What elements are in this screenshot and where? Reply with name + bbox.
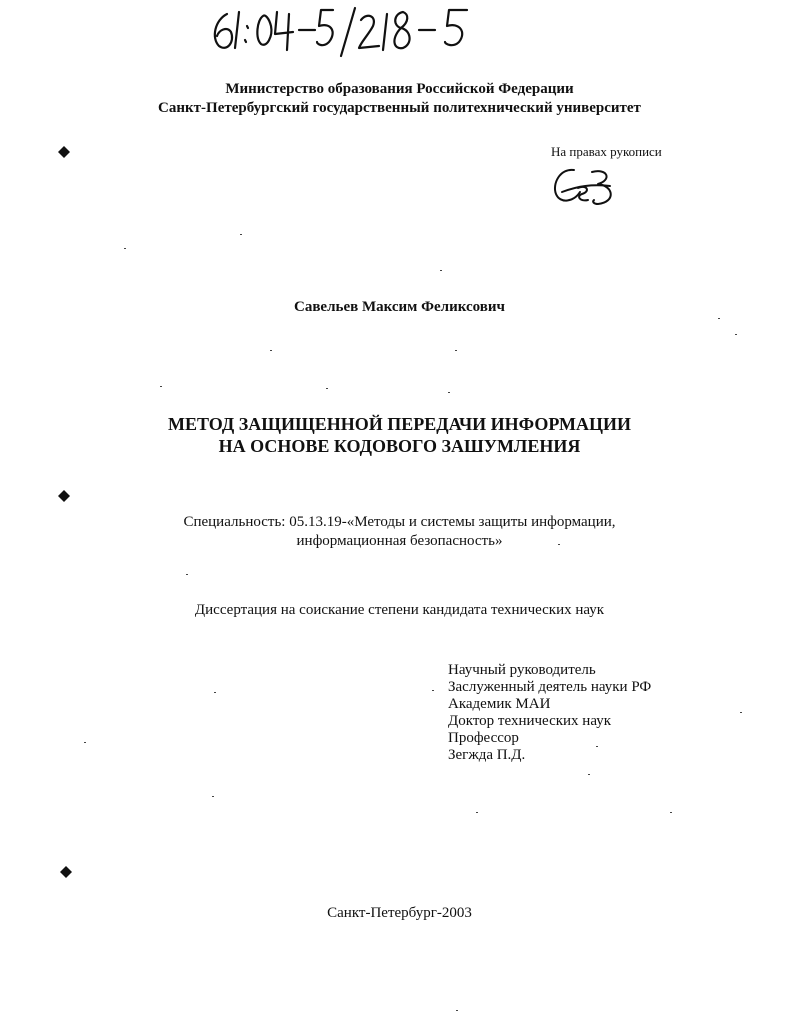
manuscript-note: На правах рукописи (551, 144, 662, 159)
advisor-line: Научный руководитель (448, 662, 596, 678)
city-year: Санкт-Петербург-2003 (327, 905, 472, 921)
scan-speck (588, 774, 590, 775)
scan-speck (456, 1010, 458, 1011)
scan-speck (440, 270, 442, 271)
scan-speck (160, 386, 162, 387)
author-name: Савельев Максим Феликсович (294, 299, 505, 315)
dissertation-title (0, 413, 799, 457)
scan-speck (740, 712, 742, 713)
scan-speck (124, 248, 126, 249)
specialty (0, 513, 799, 551)
scan-speck (735, 334, 737, 335)
scan-speck (558, 544, 560, 545)
scientific-advisor (448, 662, 651, 764)
specialty-line-1: Специальность: 05.13.19-«Методы и системы защиты информации, (183, 514, 616, 530)
advisor-line: Академик МАИ (448, 696, 551, 712)
scan-speck (718, 318, 720, 319)
handwritten-signature (548, 162, 623, 210)
scan-speck (670, 812, 672, 813)
scan-speck (448, 392, 450, 393)
specialty-line-2: информационная безопасность» (296, 533, 503, 549)
scan-speck (596, 746, 598, 747)
university-name: Санкт-Петербургский государственный политехнический университет (158, 100, 641, 116)
institution-header (0, 80, 799, 118)
advisor-name: Зегжда П.Д. (448, 747, 526, 763)
dissertation-degree: Диссертация на соискание степени кандидата технических наук (194, 602, 605, 618)
advisor-line: Доктор технических наук (448, 713, 612, 729)
archive-number-handwriting (205, 6, 505, 58)
scan-speck (240, 234, 242, 235)
advisor-line: Заслуженный деятель науки РФ (448, 679, 652, 695)
scan-speck (476, 812, 478, 813)
scan-speck (455, 350, 457, 351)
scan-speck (214, 692, 216, 693)
ministry-name: Министерство образования Российской Федерации (225, 81, 574, 97)
advisor-line: Профессор (448, 730, 519, 746)
scan-mark-icon (60, 866, 72, 878)
scan-speck (186, 574, 188, 575)
scan-speck (84, 742, 86, 743)
scan-speck (432, 690, 434, 691)
title-line-1: МЕТОД ЗАЩИЩЕННОЙ ПЕРЕДАЧИ ИНФОРМАЦИИ (168, 414, 631, 434)
scan-mark-icon (58, 146, 70, 158)
scan-speck (270, 350, 272, 351)
scan-mark-icon (58, 490, 70, 502)
scan-speck (212, 796, 214, 797)
title-line-2: НА ОСНОВЕ КОДОВОГО ЗАШУМЛЕНИЯ (218, 436, 581, 456)
scan-speck (326, 388, 328, 389)
